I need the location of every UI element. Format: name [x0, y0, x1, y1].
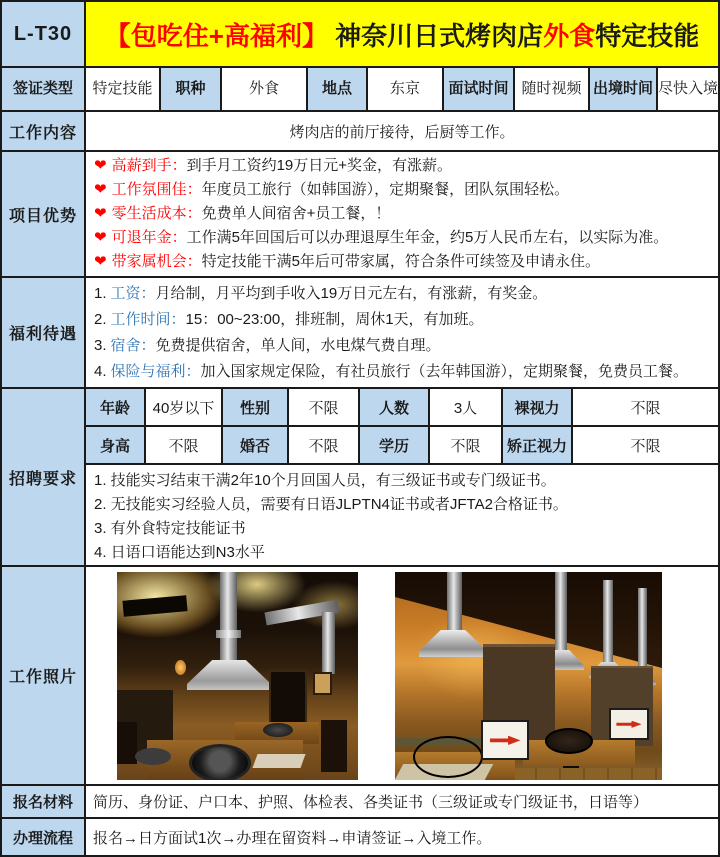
title-highlight: 外食 — [543, 20, 596, 51]
grill-pot-shape — [545, 728, 593, 754]
requirements-list — [86, 465, 718, 569]
age-label: 年龄 — [86, 389, 146, 425]
welfare-item — [94, 281, 710, 307]
requirements-row — [2, 389, 718, 567]
job-content-label: 工作内容 — [2, 112, 86, 150]
floor-shape — [513, 768, 662, 780]
education-label: 学历 — [360, 427, 430, 463]
grill-shape — [263, 723, 293, 737]
materials-value: 简历、身份证、户口本、护照、体检表、各类证书（三级证或专门级证书，日语等） — [93, 794, 649, 811]
title-bracket: 【包吃住+高福利】 — [104, 20, 328, 51]
heart-icon: ❤ — [94, 253, 107, 270]
advantage-head: 高薪到手： — [111, 157, 187, 174]
materials-row — [2, 786, 718, 819]
wall-frame-shape — [313, 672, 332, 695]
welfare-text: 加入国家规定保险，有社员旅行（去年韩国游），定期聚餐，免费员工餐。 — [200, 362, 689, 380]
plate-shape — [135, 748, 171, 765]
requirement-item: 2. 无技能实习经验人员，需要有日语JLPTN4证书或者JFTA2合格证书。 — [94, 496, 568, 513]
advantage-head: 带家属机会： — [111, 253, 202, 270]
requirement-item: 4. 日语口语能达到N3水平 — [94, 544, 265, 561]
welfare-num: 3. — [94, 336, 107, 354]
corrected-vision-label: 矫正视力 — [503, 427, 573, 463]
requirements-label: 招聘要求 — [2, 389, 86, 565]
departure-time-value: 尽快入境 — [658, 80, 719, 98]
advantage-head: 可退年金： — [111, 229, 187, 246]
headcount-value: 3人 — [430, 389, 503, 425]
advantage-item — [94, 178, 710, 202]
welfare-num: 1. — [94, 284, 107, 302]
chair-shape — [321, 720, 347, 772]
welfare-head: 宿舍： — [110, 336, 156, 354]
requirements-content — [86, 389, 718, 565]
welfare-item — [94, 333, 710, 359]
title-banner — [86, 2, 718, 66]
height-label: 身高 — [86, 427, 146, 463]
advantage-text: 年度员工旅行（如韩国游），定期聚餐，团队氛围轻松。 — [201, 181, 570, 198]
chair-shape — [117, 722, 137, 764]
departure-time-label: 出境时间 — [590, 68, 658, 110]
gender-value: 不限 — [289, 389, 360, 425]
advantage-item — [94, 250, 710, 274]
requirement-item: 3. 有外食特定技能证书 — [94, 520, 246, 537]
photos-row — [2, 567, 718, 786]
lantern-shape — [175, 660, 186, 675]
welfare-num: 4. — [94, 362, 107, 380]
job-code: L-T30 — [2, 2, 86, 66]
duct-shape — [322, 612, 335, 674]
welfare-row — [2, 278, 718, 389]
advantage-text: 到手月工资约19万日元+奖金，有涨薪。 — [186, 157, 453, 174]
marital-value: 不限 — [289, 427, 360, 463]
advantage-text: 免费单人间宿舍+员工餐，！ — [201, 205, 391, 222]
advantage-text: 特定技能干满5年后可带家属，符合条件可续签及申请永住。 — [201, 253, 600, 270]
height-value: 不限 — [146, 427, 223, 463]
heart-icon: ❤ — [94, 229, 107, 246]
job-category-label: 职种 — [161, 68, 222, 110]
welfare-head: 保险与福利： — [110, 362, 201, 380]
welfare-item — [94, 359, 710, 385]
welfare-label: 福利待遇 — [2, 278, 86, 387]
process-label: 办理流程 — [2, 819, 86, 855]
restaurant-photo-right — [395, 572, 662, 780]
restaurant-photo-left — [117, 572, 358, 780]
advantages-row — [2, 152, 718, 278]
welfare-list — [86, 278, 718, 387]
exhaust-pipe-shape — [603, 580, 613, 664]
placemat-shape — [252, 754, 305, 768]
exhaust-pipe-shape — [638, 588, 647, 674]
ceiling-beam-shape — [122, 595, 187, 617]
pipe-ring-shape — [216, 630, 241, 638]
advantages-label: 项目优势 — [2, 152, 86, 276]
naked-vision-label: 裸视力 — [503, 389, 573, 425]
job-content-value: 烤肉店的前厅接待，后厨等工作。 — [289, 123, 515, 141]
grill-pot-shape — [413, 736, 483, 778]
gender-label: 性别 — [223, 389, 289, 425]
welfare-text: 月给制，月平均到手收入19万日元左右，有涨薪，有奖金。 — [155, 284, 548, 302]
process-row — [2, 819, 718, 855]
advantage-item — [94, 202, 710, 226]
advantage-text: 工作满5年回国后可以办理退厚生年金，约5万人民币左右，以实际为准。 — [186, 229, 669, 246]
visa-type-label: 签证类型 — [2, 68, 86, 110]
requirement-item: 1. 技能实习结束干满2年10个月回国人员，有三级证书或专门级证书。 — [94, 472, 556, 489]
job-category-value: 外食 — [222, 68, 308, 110]
interview-time-label: 面试时间 — [444, 68, 515, 110]
exhaust-pipe-shape — [220, 572, 237, 664]
advantages-list — [86, 152, 718, 276]
marital-label: 婚否 — [223, 427, 289, 463]
advantage-head: 零生活成本： — [111, 205, 202, 222]
advantage-head: 工作氛围佳： — [111, 181, 202, 198]
exhaust-pipe-shape — [447, 572, 462, 634]
grill-shape — [189, 744, 251, 780]
title-tail: 特定技能 — [595, 20, 700, 51]
menu-card-shape — [609, 708, 649, 740]
menu-card-shape — [481, 720, 529, 760]
requirements-table — [86, 389, 718, 465]
exhaust-hood-shape — [187, 660, 271, 690]
location-value: 东京 — [368, 68, 444, 110]
age-value: 40岁以下 — [146, 389, 223, 425]
exhaust-hood-shape — [419, 630, 487, 657]
table-row — [86, 427, 718, 465]
education-value: 不限 — [430, 427, 503, 463]
photos-label: 工作照片 — [2, 567, 86, 784]
visa-info-row — [2, 68, 718, 112]
location-label: 地点 — [308, 68, 368, 110]
naked-vision-value: 不限 — [630, 399, 661, 417]
heart-icon: ❤ — [94, 205, 107, 222]
welfare-num: 2. — [94, 310, 107, 328]
heart-icon: ❤ — [94, 181, 107, 198]
heart-icon: ❤ — [94, 157, 107, 174]
headcount-label: 人数 — [360, 389, 430, 425]
photos-area — [86, 567, 718, 784]
corrected-vision-value: 不限 — [630, 437, 661, 455]
job-content-row — [2, 112, 718, 152]
advantage-item — [94, 226, 710, 250]
title-mid: 神奈川日式烤肉店 — [327, 20, 544, 51]
welfare-head: 工资： — [110, 284, 156, 302]
table-row — [86, 389, 718, 427]
exhaust-pipe-shape — [555, 572, 567, 652]
welfare-item — [94, 307, 710, 333]
advantage-item — [94, 154, 710, 178]
welfare-head: 工作时间： — [110, 310, 186, 328]
welfare-text: 免费提供宿舍，单人间，水电煤气费自理。 — [155, 336, 441, 354]
interview-time-value: 随时视频 — [515, 68, 590, 110]
visa-type-value: 特定技能 — [86, 68, 161, 110]
process-value: 报名→日方面试1次→办理在留资料→申请签证→入境工作。 — [93, 829, 492, 847]
header-row — [2, 2, 718, 68]
materials-label: 报名材料 — [2, 786, 86, 817]
welfare-text: 15：00~23:00，排班制，周休1天，有加班。 — [185, 310, 484, 328]
